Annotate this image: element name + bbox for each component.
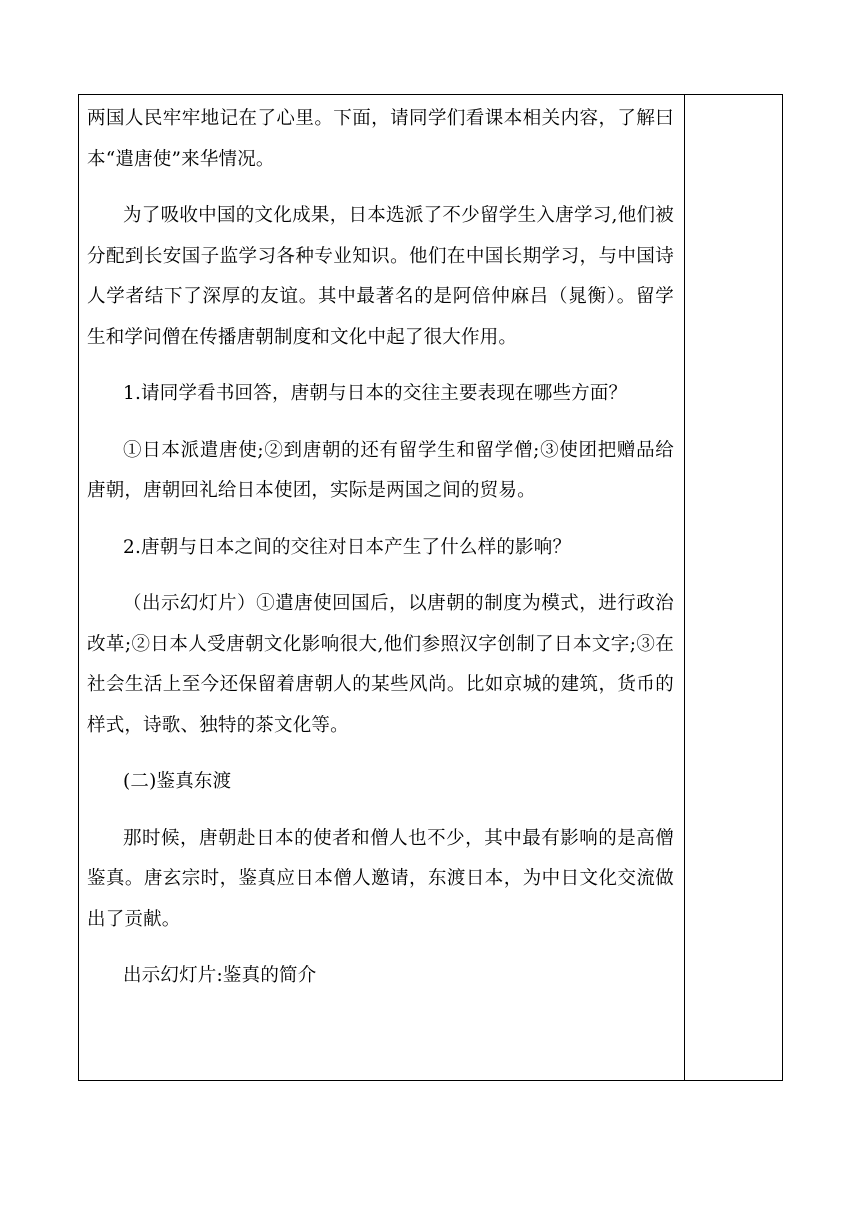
paragraph-gap xyxy=(87,746,674,762)
paragraph-gap xyxy=(87,415,674,431)
paragraph-gap xyxy=(87,940,674,956)
paragraph-gap xyxy=(87,512,674,528)
section-heading: (二)鉴真东渡 xyxy=(123,771,232,792)
main-content-cell xyxy=(79,95,685,1080)
paragraph-8: 出示幻灯片:鉴真的简介 xyxy=(123,965,317,986)
paragraph-5: 2.唐朝与日本之间的交往对日本产生了什么样的影响？ xyxy=(123,536,572,558)
paragraph-gap xyxy=(87,358,674,374)
paragraph-gap xyxy=(87,180,674,196)
paragraph-7: 那时候，唐朝赴日本的使者和僧人也不少，其中最有影响的是高僧鉴真。唐玄宗时，鉴真应日本僧人邀请，东渡日本，为中日文化交流做出了贡献。 xyxy=(87,827,674,930)
paragraph-gap xyxy=(87,803,674,819)
paragraph-1: 两国人民牢牢地记在了心里。下面，请同学们看课本相关内容，了解曰本“遣唐使”来华情况。 xyxy=(87,108,674,170)
paragraph-6: （出示幻灯片）①遣唐使回国后，以唐朝的制度为模式，进行政治改革;②日本人受唐朝文化影响很大,他们参照汉字创制了日本文字;③在社会生活上至今还保留着唐朝人的某些风尚。比如京城的建筑，货币的样式，诗歌、独特的茶文化等。 xyxy=(87,593,674,736)
paragraph-gap xyxy=(87,568,674,584)
paragraph-4: ①日本派遣唐使;②到唐朝的还有留学生和留学僧;③使团把赠品给唐朝，唐朝回礼给日本使团，实际是两国之间的贸易。 xyxy=(87,439,674,501)
paragraph-3: 1.请同学看书回答，唐朝与日本的交往主要表现在哪些方面？ xyxy=(123,383,628,404)
paragraph-2: 为了吸收中国的文化成果，日本选派了不少留学生入唐学习,他们被分配到长安国子监学习各种专业知识。他们在中国长期学习，与中国诗人学者结下了深厚的友谊。其中最著名的是阿倍仲麻吕（晁衡）。留学生和学问僧在传播唐朝制度和文化中起了很大作用。 xyxy=(87,205,674,348)
side-empty-cell xyxy=(685,95,782,1080)
document-table xyxy=(78,94,783,1081)
